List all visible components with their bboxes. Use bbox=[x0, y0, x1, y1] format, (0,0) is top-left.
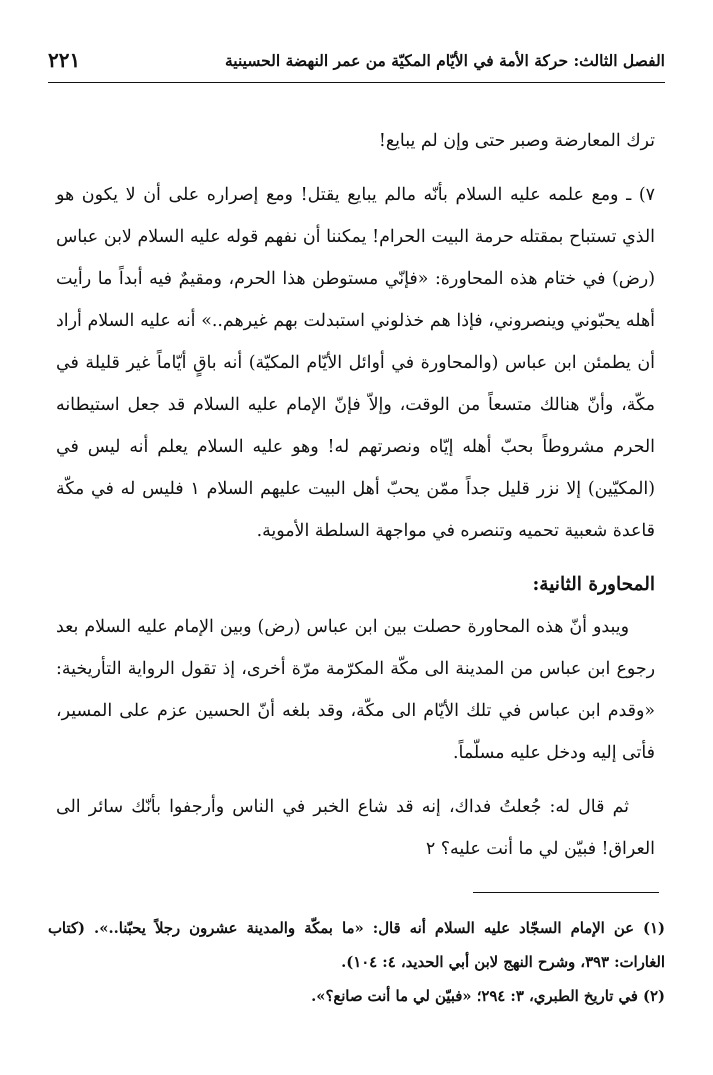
paragraph: ويبدو أنّ هذه المحاورة حصلت بين ابن عباس (رض) وبين الإمام عليه السلام بعد رجوع ابن عباس من المدينة الى مكّة المكرّمة مرّة أخرى، إذ تقول الرواية التأريخية: «وقدم ابن عباس في تلك الأيّام الى مكّة، وقد بلغه أنّ الحسين عزم على المسير، فأتى إليه ودخل عليه مسلّماً. bbox=[56, 617, 655, 763]
footnotes bbox=[48, 912, 665, 1014]
header-rule bbox=[48, 82, 665, 83]
footnote-rule bbox=[473, 892, 659, 893]
section-heading: المحاورة الثانية: bbox=[532, 574, 655, 595]
page-header bbox=[48, 40, 665, 80]
running-title: الفصل الثالث: حركة الأمة في الأيّام المكيّة من عمر النهضة الحسينية bbox=[224, 50, 665, 70]
page-number: ٢٢١ bbox=[48, 48, 81, 72]
footnote: (٢) في تاريخ الطبري، ٣: ٢٩٤؛ «فبيّن لي ما أنت صانع؟». bbox=[311, 988, 665, 1005]
main-text bbox=[56, 120, 655, 870]
footnote: (١) عن الإمام السجّاد عليه السلام أنه قال: «ما بمكّة والمدينة عشرون رجلاً يحبّنا..». (كتاب الغارات: ٣٩٣، وشرح النهج لابن أبي الحديد، ٤: ١٠٤). bbox=[48, 920, 665, 971]
paragraph: ترك المعارضة وصبر حتى وإن لم يبايع! bbox=[378, 131, 655, 151]
paragraph: ثم قال له: جُعلتُ فداك، إنه قد شاع الخبر في الناس وأرجفوا بأنّك سائر الى العراق! فبيّن لي ما أنت عليه؟ ٢ bbox=[56, 797, 655, 859]
paragraph: ٧) ـ ومع علمه عليه السلام بأنّه مالم يبايع يقتل! ومع إصراره على أن لا يكون هو الذي تستباح بمقتله حرمة البيت الحرام! يمكننا أن نفهم قوله عليه السلام لابن عباس (رض) في ختام هذه المحاورة: «فإنّي مستوطن هذا الحرم، ومقيمٌ فيه أبداً ما رأيت أهله يحبّوني وينصروني، فإذا هم خذلوني استبدلت بهم غيرهم..» أنه عليه السلام أراد أن يطمئن ابن عباس (والمحاورة في أوائل الأيّام المكيّة) أنه باقٍ أيّاماً غير قليلة في مكّة، وأنّ هنالك متسعاً من الوقت، وإلاّ فإنّ الإمام عليه السلام قد جعل استيطانه الحرم مشروطاً بحبّ أهله إيّاه ونصرتهم له! وهو عليه السلام يعلم أنه ليس في (المكيّين) إلا نزر قليل جداً ممّن يحبّ أهل البيت عليهم السلام ١ فليس له في مكّة قاعدة شعبية تحميه وتنصره في مواجهة السلطة الأموية. bbox=[56, 185, 655, 541]
